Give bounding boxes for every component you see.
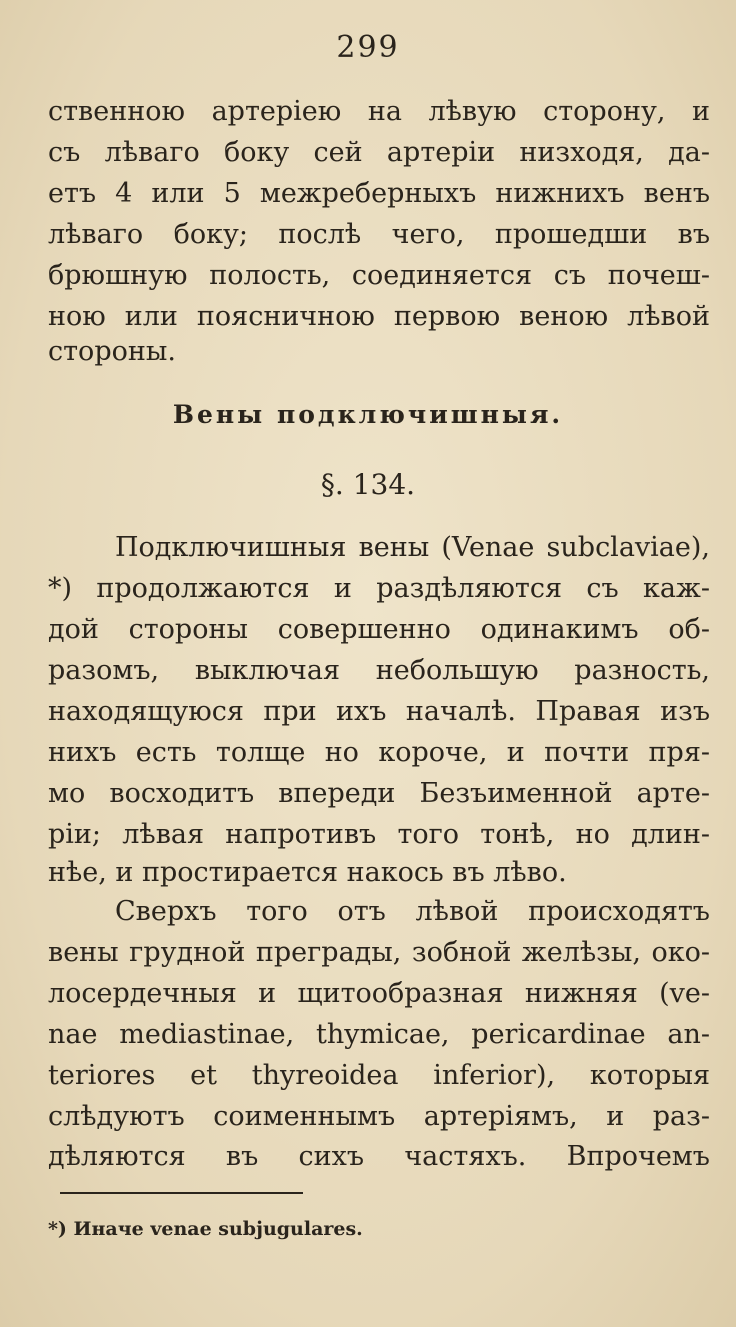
section-heading: Вены подключишныя.: [172, 400, 564, 429]
text-line: nae mediastinae, thymicae, pericardinae an-: [48, 1019, 710, 1050]
text-line: ною или поясничною первою веною лѣвой: [48, 301, 710, 332]
text-line: съ лѣваго боку сей артеріи низходя, да-: [48, 137, 710, 168]
text-line: ственною артеріею на лѣвую сторону, и: [48, 96, 710, 127]
text-line: мо восходитъ впереди Безъименной арте-: [48, 778, 710, 809]
text-line: слѣдуютъ соименнымъ артеріямъ, и раз-: [48, 1101, 710, 1132]
text-line: вены грудной преграды, зобной желѣзы, око-: [48, 937, 710, 968]
footnote: *) Иначе venae subjugulares.: [48, 1218, 363, 1240]
text-line: разомъ, выключая небольшую разность,: [48, 655, 710, 686]
text-line: етъ 4 или 5 межреберныхъ нижнихъ венъ: [48, 178, 710, 209]
text-line: Сверхъ того отъ лѣвой происходятъ: [115, 896, 710, 927]
text-line: находящуюся при ихъ началѣ. Правая изъ: [48, 696, 710, 727]
text-line: брюшную полость, соединяется съ почеш-: [48, 260, 710, 291]
text-line: Подключишныя вены (Venae subclaviae),: [115, 532, 710, 563]
text-line: *) продолжаются и раздѣляются съ каж-: [48, 573, 710, 604]
text-line: лосердечныя и щитообразная нижняя (ve-: [48, 978, 710, 1009]
text-line: нѣе, и простирается накось въ лѣво.: [48, 857, 567, 888]
section-number: §. 134.: [320, 468, 416, 501]
text-line: дѣляются въ сихъ частяхъ. Впрочемъ: [48, 1141, 710, 1172]
text-line: нихъ есть толще но короче, и почти пря-: [48, 737, 710, 768]
text-line: лѣваго боку; послѣ чего, прошедши въ: [48, 219, 710, 250]
text-line: дой стороны совершенно одинакимъ об-: [48, 614, 710, 645]
footnote-divider: [60, 1192, 303, 1194]
text-line: стороны.: [48, 336, 176, 367]
text-line: ріи; лѣвая напротивъ того тонѣ, но длин-: [48, 819, 710, 850]
page-number: 299: [336, 30, 400, 65]
text-line: teriores et thyreoidea inferior), которыя: [48, 1060, 710, 1091]
